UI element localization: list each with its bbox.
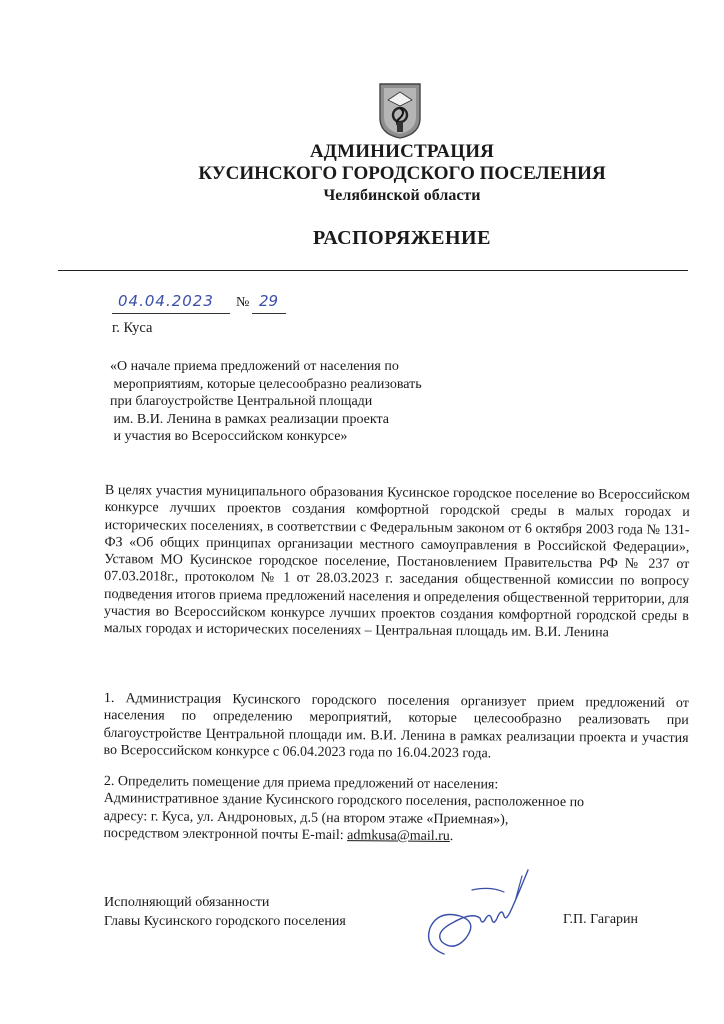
coat-of-arms-emblem <box>378 82 422 140</box>
document-type: РАСПОРЯЖЕНИЕ <box>313 227 491 249</box>
email-suffix: . <box>449 828 454 844</box>
clause-2-line: 2. Определить помещение для приема предложений от населения: <box>103 773 499 793</box>
clause-2-line <box>103 825 688 847</box>
handwritten-number: 29 <box>259 292 279 310</box>
registration-line <box>112 292 292 318</box>
position-line: Главы Кусинского городского поселения <box>104 914 346 929</box>
email-prefix: посредством электронной почты E-mail: <box>103 825 348 844</box>
region-name: Челябинской области <box>323 187 481 204</box>
org-subtitle: КУСИНСКОГО ГОРОДСКОГО ПОСЕЛЕНИЯ <box>198 163 606 184</box>
handwritten-signature <box>420 868 530 960</box>
preamble-paragraph: В целях участия муниципального образования Кусинское городское поселение во Всероссийском конкурсе лучших проектов создания комфортной городской среды в малых городах и исторических поселениях, в соответствии с Федеральным законом от 6 октября 2003 года № 131-ФЗ «Об общих принципах организации местного самоуправления в Российской Федерации», Уставом МО Кусинское городское поселение, Постановлением Правительства РФ № 237 от 07.03.2018г., протоколом № 1 от 28.03.2023 г. заседания общественной комиссии по вопросу подведения итогов приема предложений населения и определения общественной территории, для участия во Всероссийском конкурсе лучших проектов создания комфортной городской среды в малых городах и исторических поселениях – Центральная площадь им. В.И. Ленина <box>103 482 690 641</box>
clause-1: 1. Администрация Кусинского городского поселения организует прием предложений от населения по определению мероприятий, которые целесообразно реализовать при благоустройстве Центральной площади им. В.И. Ленина в рамках реализации проекта и участия во Всероссийском конкурсе с 06.04.2023 года по 16.04.2023 года. <box>103 690 689 762</box>
header-divider <box>58 270 688 271</box>
document-subject: «О начале приема предложений от населения по мероприятиям, которые целесообразно реализовать при благоустройстве Центральной площади им. В.И. Ленина в рамках реализации проекта и участия во Всероссийском конкурсе» <box>110 359 422 445</box>
number-sign: № <box>236 295 250 310</box>
org-title: АДМИНИСТРАЦИЯ <box>309 141 495 162</box>
email-link[interactable]: admkusa@mail.ru <box>347 828 450 844</box>
clause-2-line: адресу: г. Куса, ул. Андроновых, д.5 (на втором этаже «Приемная»), <box>103 808 509 828</box>
clause-2 <box>103 773 689 847</box>
handwritten-date: 04.04.2023 <box>118 292 214 310</box>
clause-2-line: Административное здание Кусинского городского поселения, расположенное по <box>103 791 585 811</box>
signatory-name: Г.П. Гагарин <box>563 912 639 927</box>
position-line: Исполняющий обязанности <box>104 895 270 910</box>
date-underline <box>112 313 230 314</box>
city: г. Куса <box>112 320 153 336</box>
signatory-position <box>104 893 404 931</box>
number-underline <box>252 313 286 314</box>
